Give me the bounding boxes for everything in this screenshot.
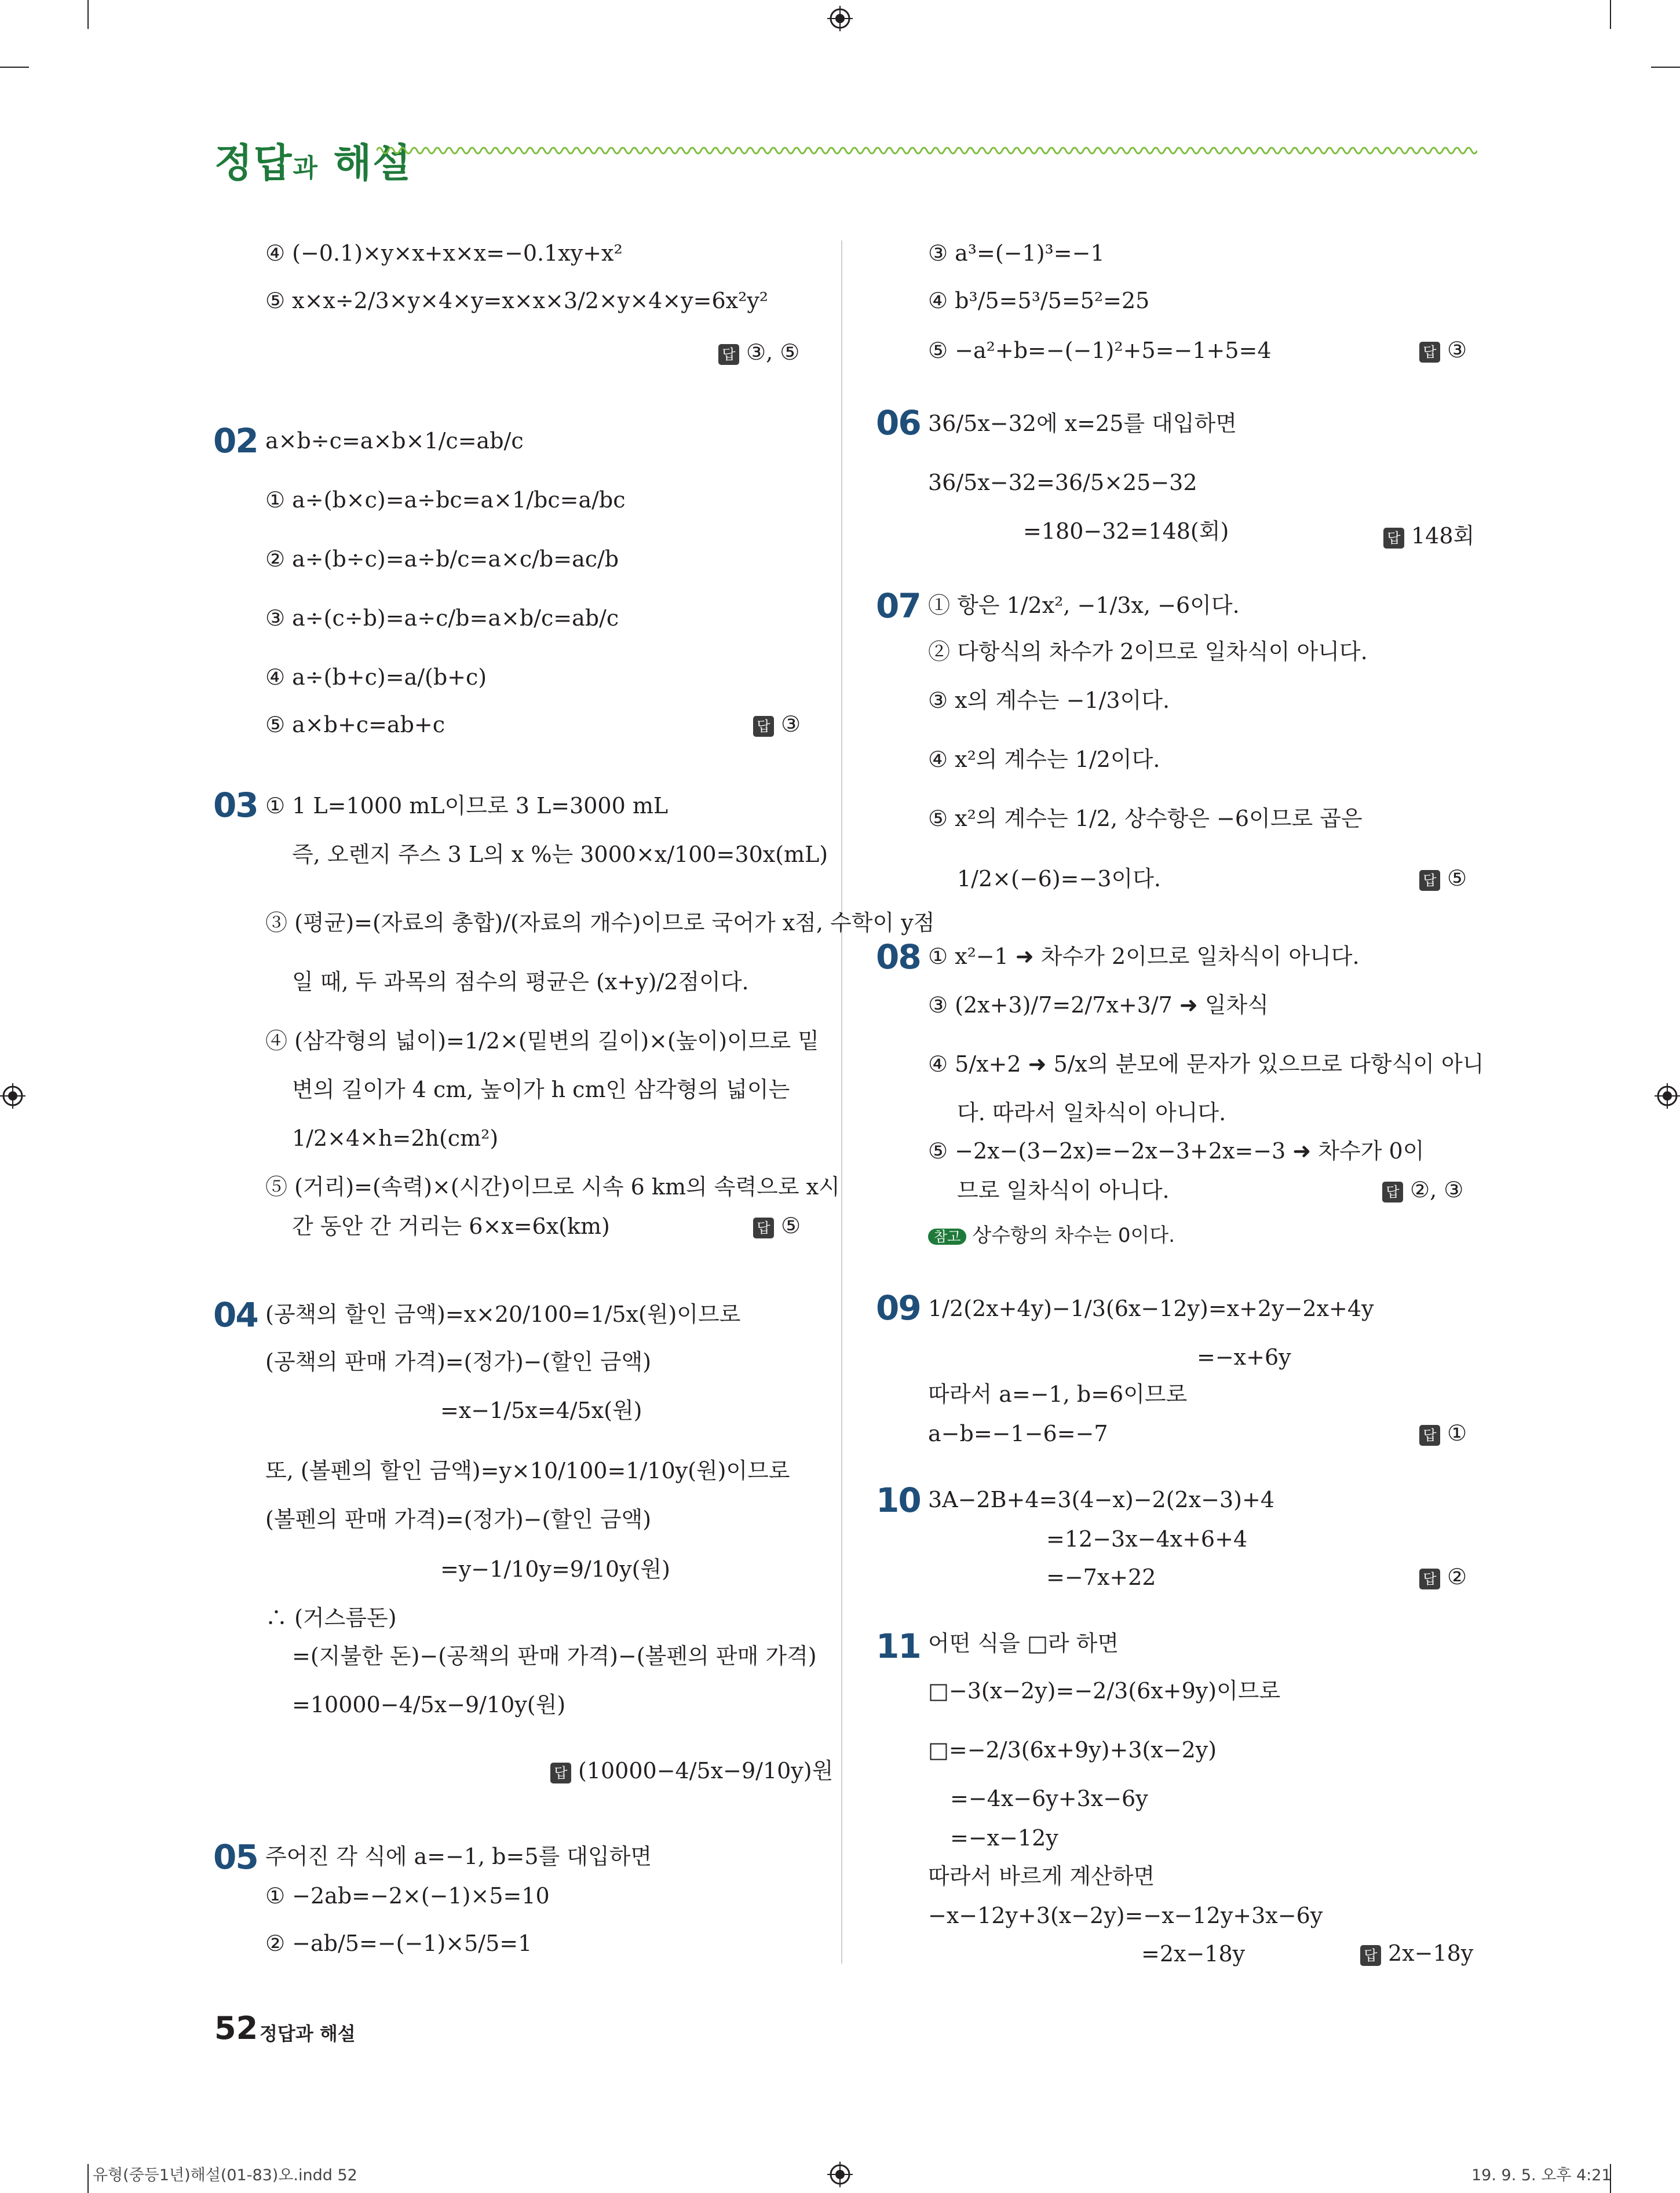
crop-mark-top-left-h xyxy=(0,67,29,68)
q08-line-1: ① x²−1 ➜ 차수가 2이므로 일차식이 아니다. xyxy=(928,944,1360,969)
question-number-05: 05 xyxy=(213,1837,258,1877)
answer-right-top: 답 ③ xyxy=(1419,337,1467,363)
q08-line-2: ③ (2x+3)/7=2/7x+3/7 ➜ 일차식 xyxy=(928,992,1269,1018)
answer-tag-icon: 답 xyxy=(753,1218,774,1238)
q02-line-4: ③ a÷(c÷b)=a÷c/b=a×b/c=ab/c xyxy=(265,605,619,631)
q11-line-7: −x−12y+3(x−2y)=−x−12y+3x−6y xyxy=(928,1903,1323,1928)
answer-q10: 답 ② xyxy=(1419,1564,1467,1589)
q07-line-2: ② 다항식의 차수가 2이므로 일차식이 아니다. xyxy=(928,639,1368,664)
answer-tag-icon: 답 xyxy=(1382,1182,1403,1203)
crop-mark-top-right-h xyxy=(1651,67,1680,68)
q06-line-3: =180−32=148(회) xyxy=(1023,518,1229,544)
question-number-04: 04 xyxy=(213,1295,258,1335)
question-number-02: 02 xyxy=(213,421,258,460)
q11-line-2: □−3(x−2y)=−2/3(6x+9y)이므로 xyxy=(928,1678,1281,1704)
page-number: 52 xyxy=(214,2010,258,2046)
q07-line-4: ④ x²의 계수는 1/2이다. xyxy=(928,747,1160,772)
q09-line-2: =−x+6y xyxy=(1197,1344,1291,1370)
q04-line-5: (볼펜의 판매 가격)=(정가)−(할인 금액) xyxy=(265,1507,652,1532)
q03-line-4: 일 때, 두 과목의 점수의 평균은 (x+y)/2점이다. xyxy=(292,969,749,995)
q02-line-3: ② a÷(b÷c)=a÷b/c=a×c/b=ac/b xyxy=(265,546,619,572)
q10-line-2: =12−3x−4x+6+4 xyxy=(1046,1526,1248,1552)
q04-line-3: =x−1/5x=4/5x(원) xyxy=(440,1398,642,1423)
q04-line-6: =y−1/10y=9/10y(원) xyxy=(440,1556,670,1582)
registration-mark-top xyxy=(827,6,853,31)
q09-line-4: a−b=−1−6=−7 xyxy=(928,1421,1108,1446)
q07-line-5: ⑤ x²의 계수는 1/2, 상수항은 −6이므로 곱은 xyxy=(928,806,1363,831)
answer-tag-icon: 답 xyxy=(1383,528,1404,549)
q08-line-4: 다. 따라서 일차식이 아니다. xyxy=(957,1100,1226,1125)
q02-line-6: ⑤ a×b+c=ab+c xyxy=(265,712,445,737)
answer-q08: 답 ②, ③ xyxy=(1382,1177,1463,1203)
answer-q04: 답 (10000−4/5x−9/10y)원 xyxy=(550,1753,833,1785)
left-top-line-2: ⑤ x×x÷2/3×y×4×y=x×x×3/2×y×4×y=6x²y² xyxy=(265,288,769,313)
q07-line-3: ③ x의 계수는 −1/3이다. xyxy=(928,688,1170,713)
question-number-06: 06 xyxy=(876,403,921,443)
question-number-10: 10 xyxy=(876,1481,921,1520)
q10-line-3: =−7x+22 xyxy=(1046,1565,1156,1590)
q02-line-2: ① a÷(b×c)=a÷bc=a×1/bc=a/bc xyxy=(265,487,626,513)
q04-line-2: (공책의 판매 가격)=(정가)−(할인 금액) xyxy=(265,1349,652,1375)
answer-q09: 답 ① xyxy=(1419,1420,1467,1446)
answer-tag-icon: 답 xyxy=(1360,1945,1381,1966)
q10-line-1: 3A−2B+4=3(4−x)−2(2x−3)+4 xyxy=(928,1487,1274,1512)
q06-line-2: 36/5x−32=36/5×25−32 xyxy=(928,470,1197,495)
q03-line-7: 1/2×4×h=2h(cm²) xyxy=(292,1125,499,1151)
crop-mark-top-left-v xyxy=(87,0,89,29)
right-top-line-3: ⑤ −a²+b=−(−1)²+5=−1+5=4 xyxy=(928,338,1272,363)
print-slug-date: 19. 9. 5. 오후 4:21 xyxy=(1471,2166,1612,2184)
header-wave-line xyxy=(377,144,1477,158)
q08-line-6: 므로 일차식이 아니다. xyxy=(957,1178,1170,1203)
answer-q02: 답 ③ xyxy=(753,711,801,737)
q11-line-8: =2x−18y xyxy=(1141,1941,1246,1967)
print-slug-file: 유형(중등1년)해설(01-83)오.indd 52 xyxy=(93,2166,357,2184)
note-tag-icon: 참고 xyxy=(928,1229,966,1245)
q03-line-1: ① 1 L=1000 mL이므로 3 L=3000 mL xyxy=(265,793,669,818)
crop-mark-bottom-left-v xyxy=(87,2164,89,2193)
question-number-08: 08 xyxy=(876,937,921,977)
q04-line-1: (공책의 할인 금액)=x×20/100=1/5x(원)이므로 xyxy=(265,1302,741,1327)
question-number-09: 09 xyxy=(876,1288,921,1328)
q05-line-1: 주어진 각 식에 a=−1, b=5를 대입하면 xyxy=(265,1844,652,1869)
q09-line-1: 1/2(2x+4y)−1/3(6x−12y)=x+2y−2x+4y xyxy=(928,1296,1374,1321)
q07-line-6: 1/2×(−6)=−3이다. xyxy=(957,866,1162,891)
answer-tag-icon: 답 xyxy=(718,344,739,365)
answer-tag-icon: 답 xyxy=(550,1763,571,1783)
answer-tag-icon: 답 xyxy=(1419,342,1440,363)
q08-line-3: ④ 5/x+2 ➜ 5/x의 분모에 문자가 있으므로 다항식이 아니 xyxy=(928,1051,1484,1077)
q03-line-6: 변의 길이가 4 cm, 높이가 h cm인 삼각형의 넓이는 xyxy=(292,1077,790,1102)
q11-line-5: =−x−12y xyxy=(950,1825,1058,1851)
q09-line-3: 따라서 a=−1, b=6이므로 xyxy=(928,1381,1188,1407)
question-number-07: 07 xyxy=(876,586,921,626)
column-divider xyxy=(841,240,842,1964)
q03-line-9: 간 동안 간 거리는 6×x=6x(km) xyxy=(292,1214,610,1239)
q03-line-2: 즉, 오렌지 주스 3 L의 x %는 3000×x/100=30x(mL) xyxy=(292,842,828,867)
q11-line-6: 따라서 바르게 계산하면 xyxy=(928,1863,1155,1889)
registration-mark-bottom xyxy=(827,2162,853,2187)
q02-line-1: a×b÷c=a×b×1/c=ab/c xyxy=(265,428,524,454)
answer-tag-icon: 답 xyxy=(753,716,774,737)
answer-tag-icon: 답 xyxy=(1419,870,1440,891)
question-number-03: 03 xyxy=(213,785,258,825)
right-top-line-1: ③ a³=(−1)³=−1 xyxy=(928,240,1105,266)
q11-line-1: 어떤 식을 □라 하면 xyxy=(928,1631,1119,1656)
q04-line-4: 또, (볼펜의 할인 금액)=y×10/100=1/10y(원)이므로 xyxy=(265,1458,790,1483)
answer-q07: 답 ⑤ xyxy=(1419,865,1467,891)
answer-tag-icon: 답 xyxy=(1419,1425,1440,1446)
q08-note: 참고 상수항의 차수는 0이다. xyxy=(928,1226,1175,1245)
q02-line-5: ④ a÷(b+c)=a/(b+c) xyxy=(265,664,487,690)
q06-line-1: 36/5x−32에 x=25를 대입하면 xyxy=(928,411,1237,436)
q07-line-1: ① 항은 1/2x², −1/3x, −6이다. xyxy=(928,593,1240,618)
q08-line-5: ⑤ −2x−(3−2x)=−2x−3+2x=−3 ➜ 차수가 0이 xyxy=(928,1138,1425,1164)
page-footer-label: 정답과 해설 xyxy=(260,2023,356,2045)
q03-line-8: ⑤ (거리)=(속력)×(시간)이므로 시속 6 km의 속력으로 x시 xyxy=(265,1174,840,1200)
registration-mark-right xyxy=(1655,1083,1680,1109)
q05-line-2: ① −2ab=−2×(−1)×5=10 xyxy=(265,1883,550,1909)
answer-q06: 답 148회 xyxy=(1383,518,1474,550)
q11-line-3: □=−2/3(6x+9y)+3(x−2y) xyxy=(928,1737,1217,1763)
q04-line-7: ∴ (거스름돈) xyxy=(265,1605,397,1631)
q04-line-9: =10000−4/5x−9/10y(원) xyxy=(292,1692,566,1717)
answer-q11: 답 2x−18y xyxy=(1360,1940,1473,1966)
page-header-title: 정답과 해설 xyxy=(214,141,412,187)
q11-line-4: =−4x−6y+3x−6y xyxy=(950,1786,1148,1811)
answer-tag-icon: 답 xyxy=(1419,1569,1440,1589)
q05-line-3: ② −ab/5=−(−1)×5/5=1 xyxy=(265,1931,532,1956)
right-top-line-2: ④ b³/5=5³/5=5²=25 xyxy=(928,288,1150,313)
registration-mark-left xyxy=(0,1083,25,1109)
q03-line-3: ③ (평균)=(자료의 총합)/(자료의 개수)이므로 국어가 x점, 수학이 y점 xyxy=(265,910,935,935)
question-number-11: 11 xyxy=(876,1627,921,1666)
q03-line-5: ④ (삼각형의 넓이)=1/2×(밑변의 길이)×(높이)이므로 밑 xyxy=(265,1028,819,1054)
left-top-line-1: ④ (−0.1)×y×x+x×x=−0.1xy+x² xyxy=(265,240,623,266)
answer-q03: 답 ⑤ xyxy=(753,1213,801,1238)
q04-line-8: =(지불한 돈)−(공책의 판매 가격)−(볼펜의 판매 가격) xyxy=(292,1643,817,1669)
answer-left-top: 답 ③, ⑤ xyxy=(718,339,799,365)
crop-mark-top-right-v xyxy=(1610,0,1611,29)
